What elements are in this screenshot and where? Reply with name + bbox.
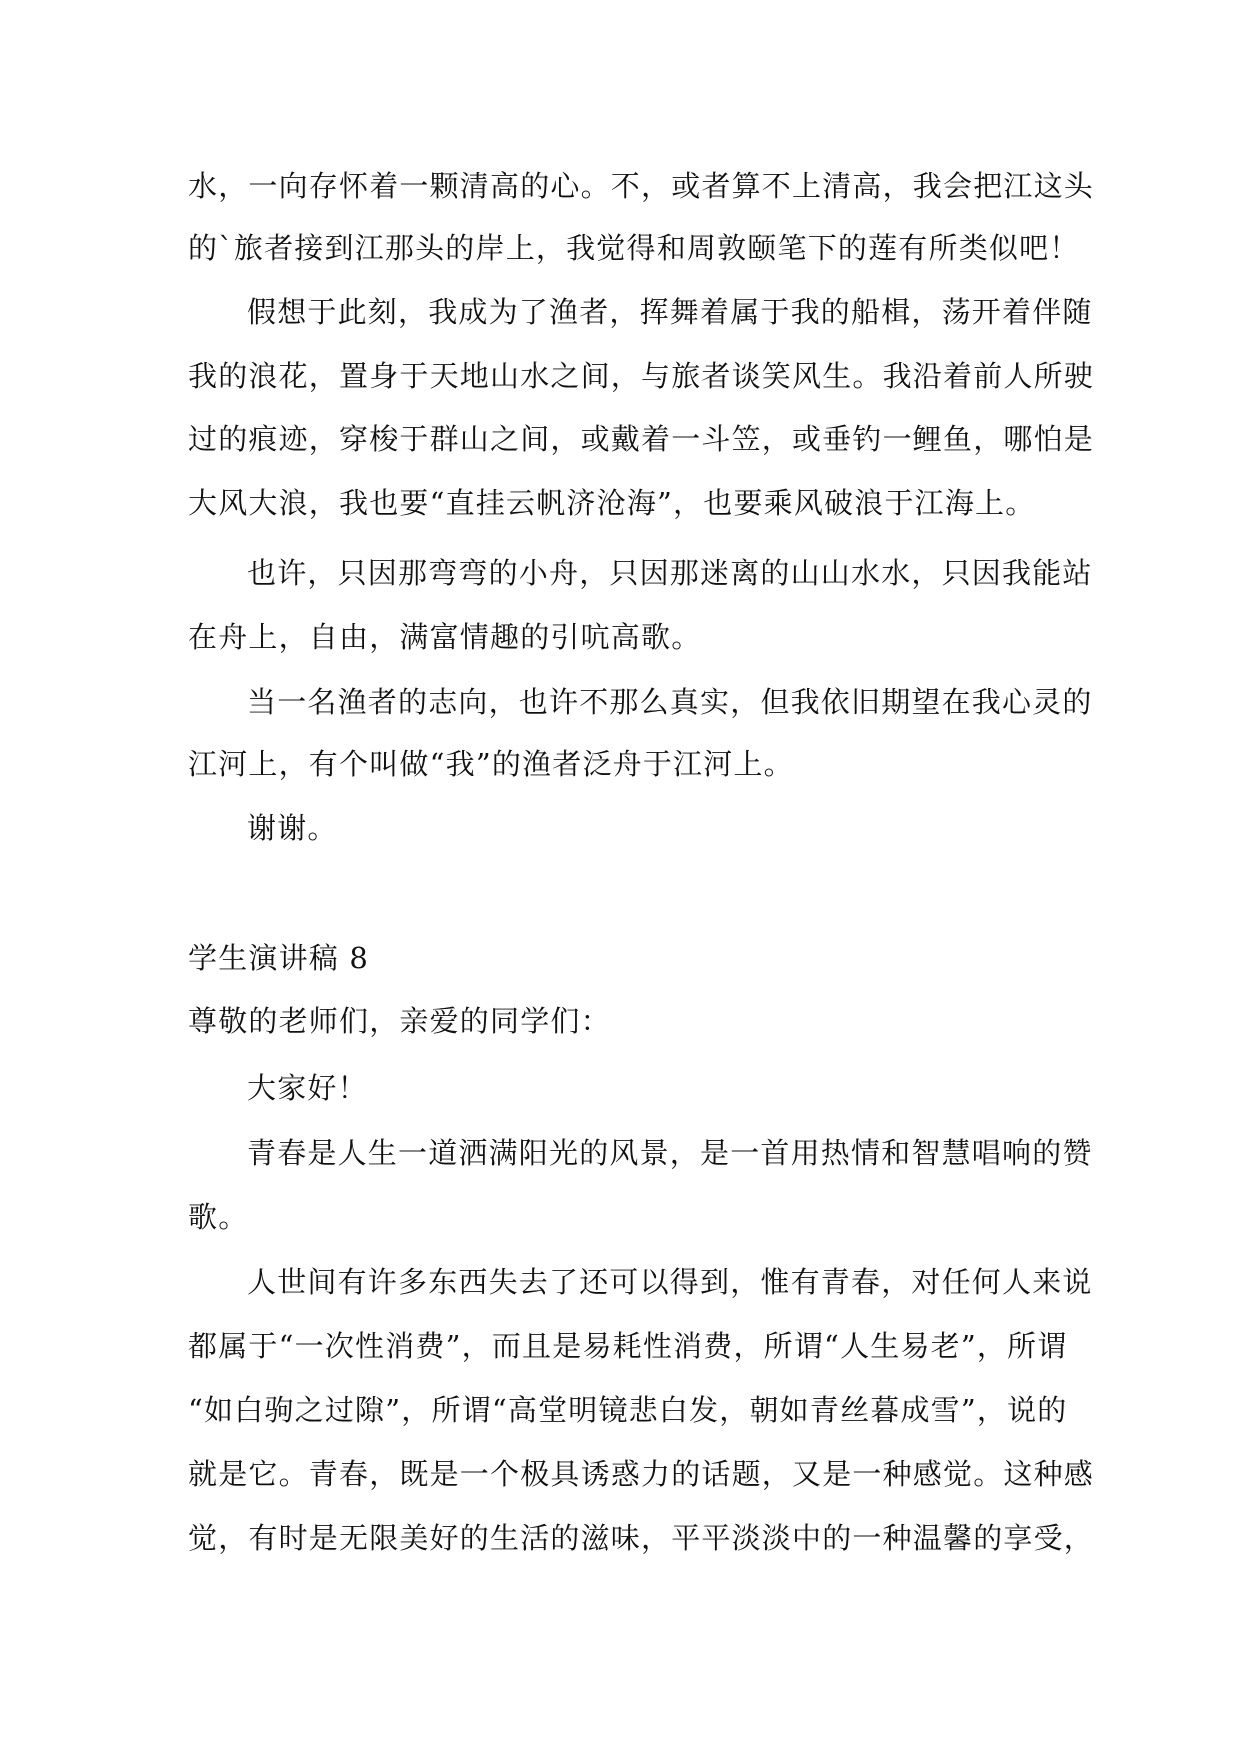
paragraph-start: 也许，只因那弯弯的小舟，只因那迷离的山山水水，只因我能站: [247, 556, 1093, 590]
paragraph-start: 青春是人生一道洒满阳光的风景，是一首用热情和智慧唱响的赞: [247, 1136, 1093, 1170]
closing-thanks: 谢谢。: [247, 811, 338, 845]
text-line: 觉，有时是无限美好的生活的滋味，平平淡淡中的一种温馨的享受，: [188, 1521, 1095, 1555]
paragraph-start: 人世间有许多东西失去了还可以得到，惟有青春，对任何人来说: [247, 1265, 1093, 1299]
text-line: 的`旅者接到江那头的岸上，我觉得和周敦颐笔下的莲有所类似吧！: [188, 231, 1080, 265]
text-line: 我的浪花，置身于天地山水之间，与旅者谈笑风生。我沿着前人所驶: [188, 359, 1095, 393]
salutation: 尊敬的老师们，亲爱的同学们：: [188, 1004, 611, 1038]
text-line: 歌。: [188, 1200, 249, 1234]
section-heading: 学生演讲稿 8: [188, 941, 370, 975]
text-line: 就是它。青春，既是一个极具诱惑力的话题，又是一种感觉。这种感: [188, 1457, 1095, 1491]
text-line: “如白驹之过隙”，所谓“高堂明镜悲白发，朝如青丝暮成雪”，说的: [188, 1393, 1068, 1427]
paragraph-start: 当一名渔者的志向，也许不那么真实，但我依旧期望在我心灵的: [247, 685, 1093, 719]
paragraph-start: 假想于此刻，我成为了渔者，挥舞着属于我的船楫，荡开着伴随: [247, 295, 1093, 329]
text-line: 在舟上，自由，满富情趣的引吭高歌。: [188, 620, 702, 654]
text-line: 水，一向存怀着一颗清高的心。不，或者算不上清高，我会把江这头: [188, 169, 1095, 203]
greeting: 大家好！: [247, 1071, 368, 1105]
text-line: 都属于“一次性消费”，而且是易耗性消费，所谓“人生易老”，所谓: [188, 1329, 1068, 1363]
text-line: 江河上，有个叫做“我”的渔者泛舟于江河上。: [188, 747, 794, 781]
text-line: 大风大浪，我也要“直挂云帆济沧海”，也要乘风破浪于江海上。: [188, 486, 1036, 520]
text-line: 过的痕迹，穿梭于群山之间，或戴着一斗笠，或垂钓一鲤鱼，哪怕是: [188, 422, 1095, 456]
